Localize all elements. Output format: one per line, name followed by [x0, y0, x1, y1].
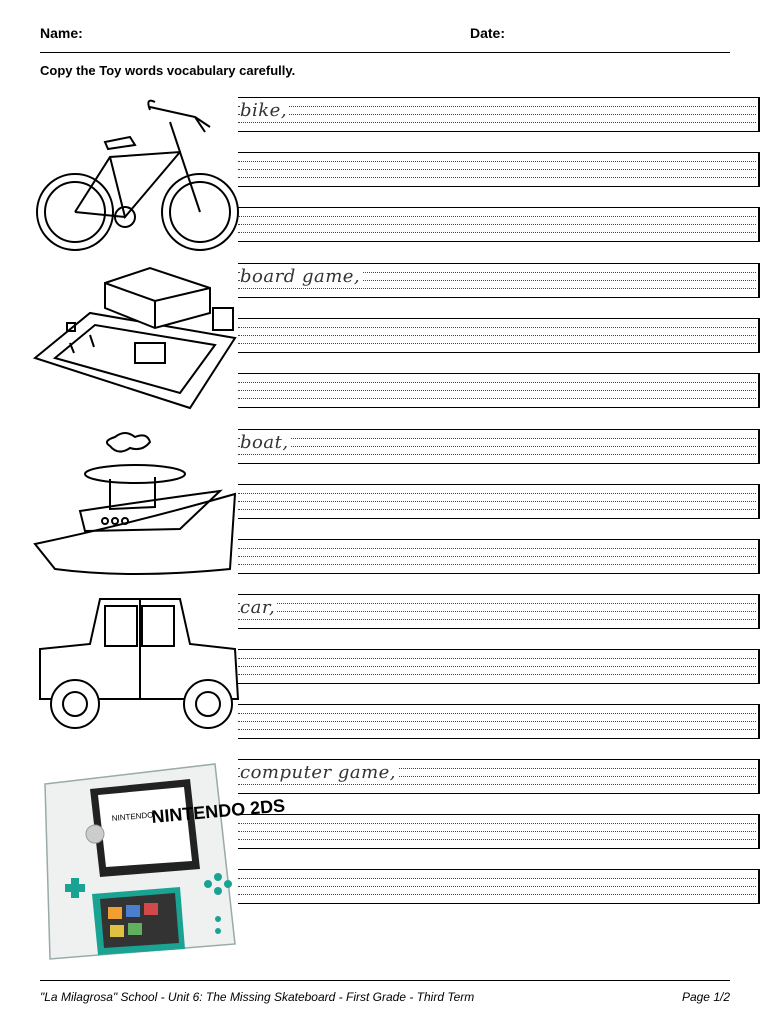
page-footer	[40, 980, 730, 1011]
device-brand-2ds: NINTENDO 2DS	[150, 795, 286, 827]
vocab-word: computer game,	[240, 762, 397, 783]
instructions: Copy the Toy words vocabulary carefully.	[40, 63, 296, 78]
writing-line[interactable]	[238, 97, 760, 132]
vocab-row-computer-game	[30, 759, 740, 969]
vocab-row-boat	[30, 429, 740, 589]
writing-line[interactable]	[238, 759, 760, 794]
writing-line[interactable]	[238, 594, 760, 629]
writing-line[interactable]	[238, 649, 760, 684]
footer-school-info: "La Milagrosa" School - Unit 6: The Missing Skateboard - First Grade - Third Term	[40, 990, 475, 1004]
bike-icon	[30, 97, 240, 252]
vocab-word: board game,	[240, 266, 361, 287]
handheld-console-icon	[30, 759, 286, 959]
worksheet-header	[40, 22, 730, 53]
writing-line[interactable]	[238, 207, 760, 242]
writing-line[interactable]	[238, 484, 760, 519]
writing-line[interactable]	[238, 152, 760, 187]
writing-line[interactable]	[238, 373, 760, 408]
footer-page-number: Page 1/2	[681, 990, 730, 1004]
writing-line[interactable]	[238, 318, 760, 353]
vocab-row-car	[30, 594, 740, 754]
name-label: Name:	[40, 25, 83, 41]
svg-text:NINTENDO: NINTENDO	[111, 810, 154, 823]
car-icon	[30, 594, 240, 749]
writing-line[interactable]	[238, 263, 760, 298]
boat-icon	[30, 429, 240, 584]
vocab-row-bike	[30, 97, 740, 257]
date-label: Date:	[470, 25, 506, 41]
vocab-word: bike,	[240, 100, 288, 121]
writing-line[interactable]	[238, 539, 760, 574]
vocab-row-board-game	[30, 263, 740, 423]
writing-line[interactable]	[238, 704, 760, 739]
vocab-word: car,	[240, 597, 276, 618]
writing-line[interactable]	[238, 429, 760, 464]
writing-line[interactable]	[238, 869, 760, 904]
writing-line[interactable]	[238, 814, 760, 849]
board-game-icon	[30, 263, 240, 418]
vocab-word: boat,	[240, 432, 289, 453]
